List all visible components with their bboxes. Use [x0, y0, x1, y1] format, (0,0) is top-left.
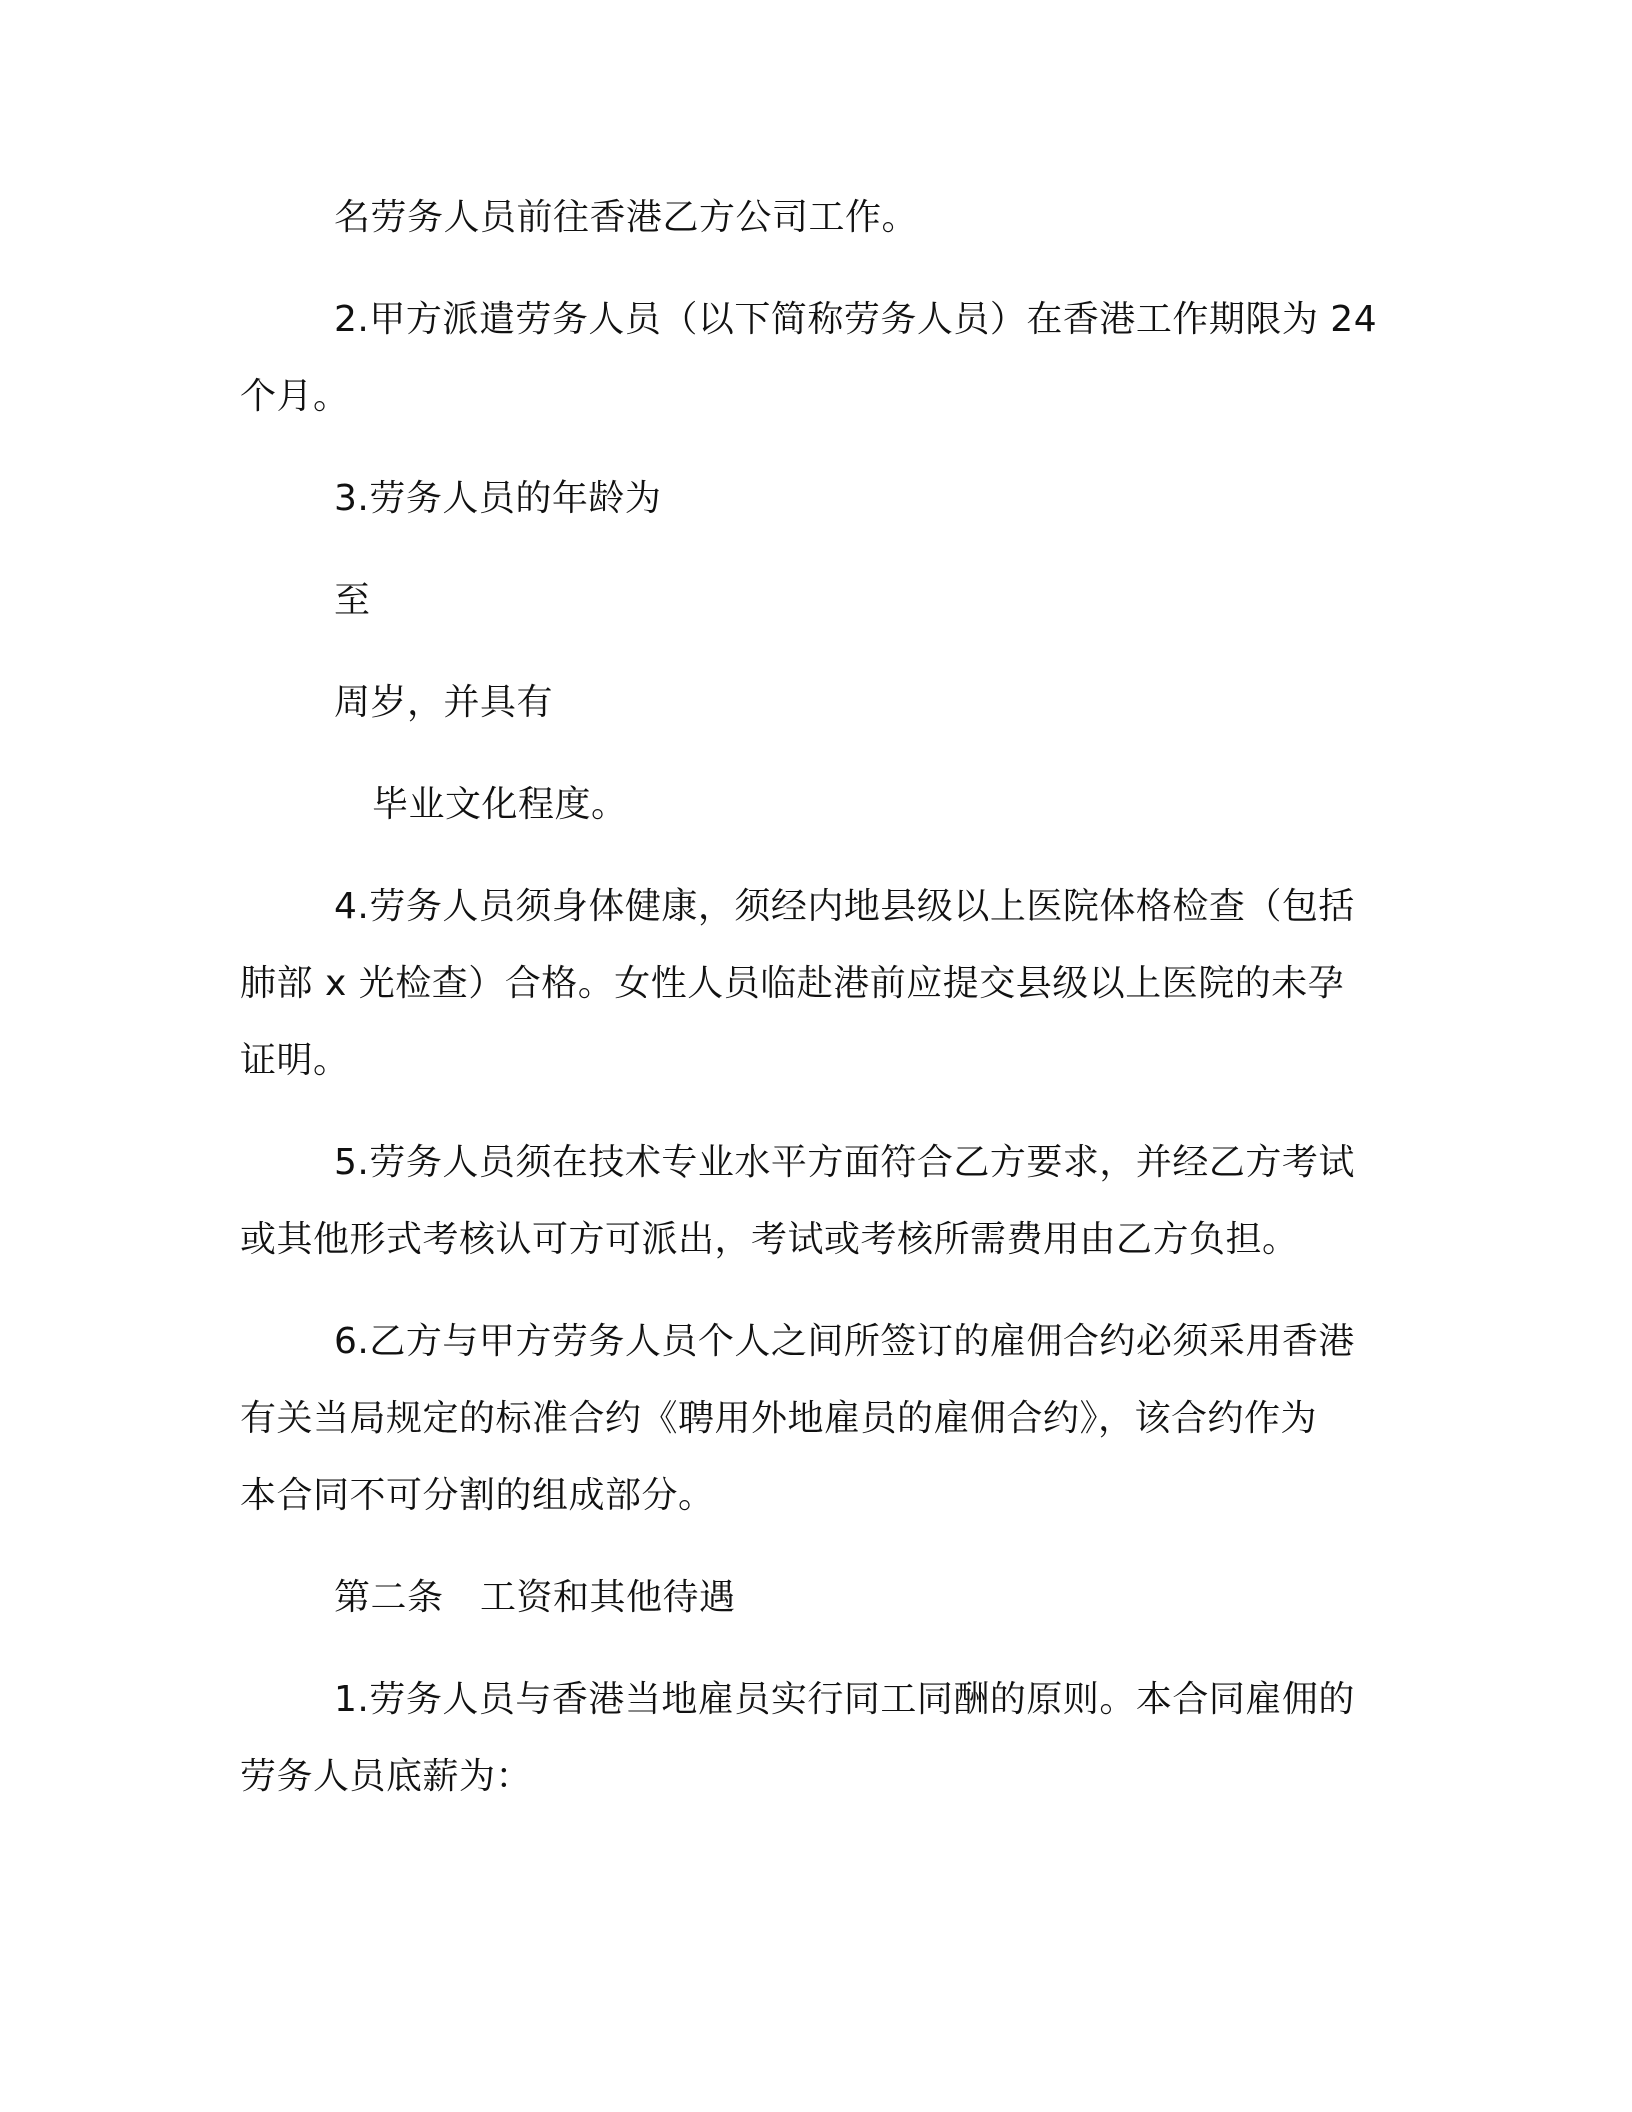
paragraph-line: 证明。: [240, 1040, 350, 1081]
paragraph-line: 4.劳务人员须身体健康，须经内地县级以上医院体格检查（包括: [334, 886, 1355, 927]
paragraph-line: 2.甲方派遣劳务人员（以下简称劳务人员）在香港工作期限为 24: [334, 299, 1378, 340]
paragraph-line: 5.劳务人员须在技术专业水平方面符合乙方要求，并经乙方考试: [334, 1142, 1355, 1183]
paragraph-line: 劳务人员底薪为：: [240, 1756, 533, 1797]
paragraph-line: 有关当局规定的标准合约《聘用外地雇员的雇佣合约》，该合约作为: [240, 1398, 1318, 1439]
section-heading: 第二条 工资和其他待遇: [334, 1577, 736, 1618]
paragraph-line: 3.劳务人员的年龄为: [334, 478, 662, 519]
paragraph-line: 毕业文化程度。: [372, 784, 628, 825]
paragraph-line: 名劳务人员前往香港乙方公司工作。: [334, 197, 919, 238]
paragraph-line: 肺部 x 光检查）合格。女性人员临赴港前应提交县级以上医院的未孕: [240, 963, 1345, 1004]
paragraph-line: 周岁，并具有: [334, 682, 554, 723]
paragraph-line: 至: [334, 580, 371, 621]
paragraph-line: 本合同不可分割的组成部分。: [240, 1475, 715, 1516]
paragraph-line: 6.乙方与甲方劳务人员个人之间所签订的雇佣合约必须采用香港: [334, 1321, 1355, 1362]
paragraph-line: 或其他形式考核认可方可派出，考试或考核所需费用由乙方负担。: [240, 1219, 1299, 1260]
paragraph-line: 个月。: [240, 376, 350, 417]
paragraph-line: 1.劳务人员与香港当地雇员实行同工同酬的原则。本合同雇佣的: [334, 1679, 1355, 1720]
